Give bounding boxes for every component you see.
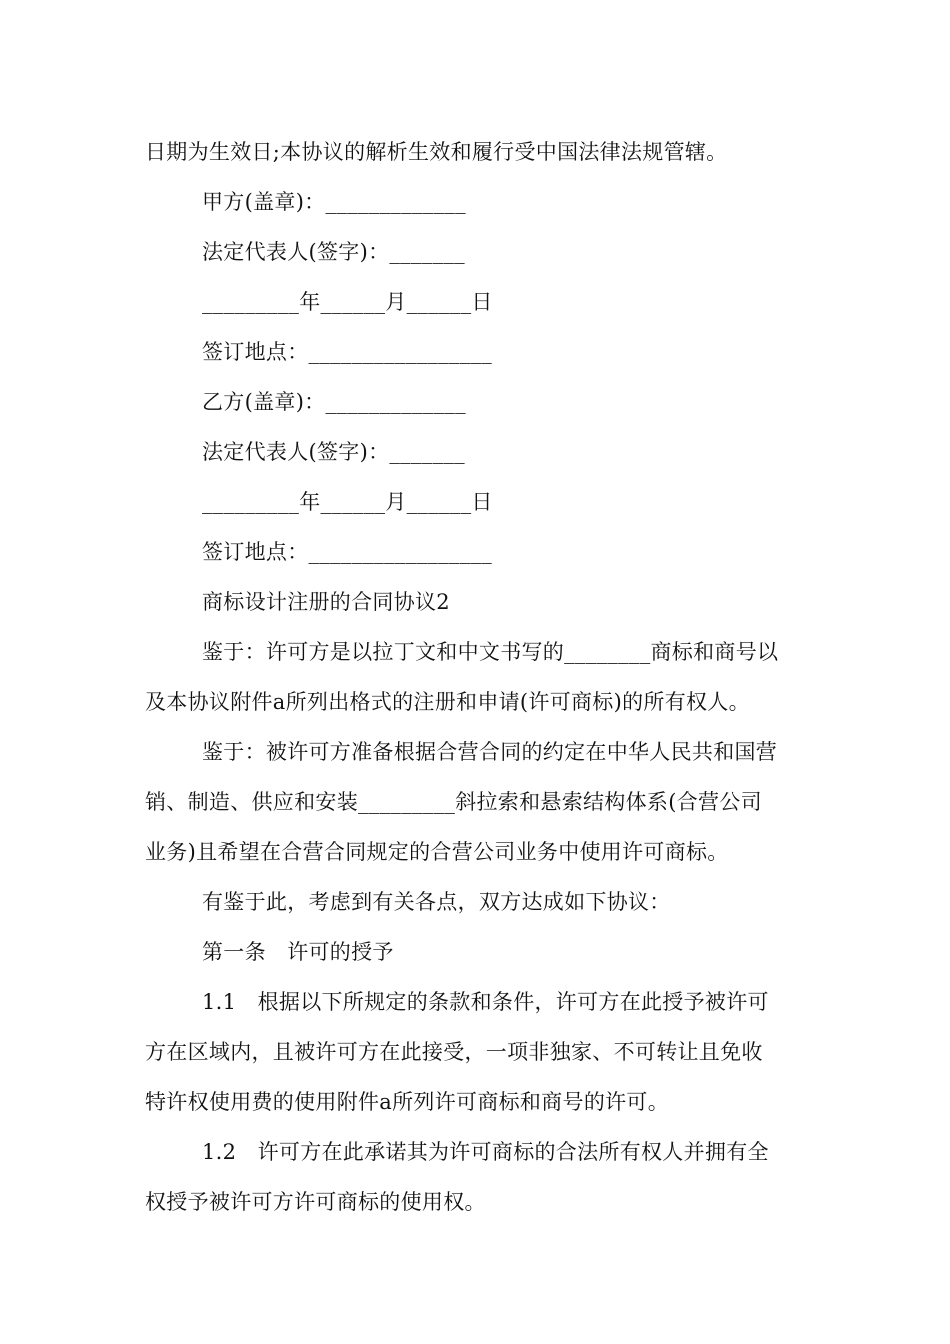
clause-1-1-line-1: 1.1 根据以下所规定的条款和条件，许可方在此授予被许可	[202, 990, 769, 1014]
clause-1-2-line-1: 1.2 许可方在此承诺其为许可商标的合法所有权人并拥有全	[202, 1140, 769, 1164]
party-b-place-line: 签订地点：_________________	[202, 540, 493, 564]
whereas-1-line-2: 及本协议附件a所列出格式的注册和申请(许可商标)的所有权人。	[145, 690, 750, 714]
section-title: 商标设计注册的合同协议2	[202, 590, 450, 614]
party-b-date-line: _________年______月______日	[202, 490, 493, 514]
party-a-date-line: _________年______月______日	[202, 290, 493, 314]
party-b-seal-line: 乙方(盖章)：_____________	[202, 390, 466, 414]
whereas-1-line-1: 鉴于：许可方是以拉丁文和中文书写的________商标和商号以	[202, 640, 779, 664]
party-a-place-line: 签订地点：_________________	[202, 340, 493, 364]
whereas-2-line-1: 鉴于：被许可方准备根据合营合同的约定在中华人民共和国营	[202, 740, 778, 764]
agreement-intro: 有鉴于此，考虑到有关各点，双方达成如下协议：	[202, 890, 671, 914]
party-a-seal-line: 甲方(盖章)：_____________	[202, 190, 466, 214]
party-a-rep-line: 法定代表人(签字)：_______	[202, 240, 465, 264]
whereas-2-line-2: 销、制造、供应和安装_________斜拉索和悬索结构体系(合营公司	[145, 790, 762, 814]
clause-1-2-line-2: 权授予被许可方许可商标的使用权。	[145, 1190, 486, 1214]
clause-1-1-line-3: 特许权使用费的使用附件a所列许可商标和商号的许可。	[145, 1090, 670, 1114]
whereas-2-line-3: 业务)且希望在合营合同规定的合营公司业务中使用许可商标。	[145, 840, 729, 864]
article-1-title: 第一条 许可的授予	[202, 940, 394, 964]
party-b-rep-line: 法定代表人(签字)：_______	[202, 440, 465, 464]
text-line-1: 日期为生效日;本协议的解析生效和履行受中国法律法规管辖。	[145, 140, 728, 164]
clause-1-1-line-2: 方在区域内，且被许可方在此接受，一项非独家、不可转让且免收	[145, 1040, 763, 1064]
